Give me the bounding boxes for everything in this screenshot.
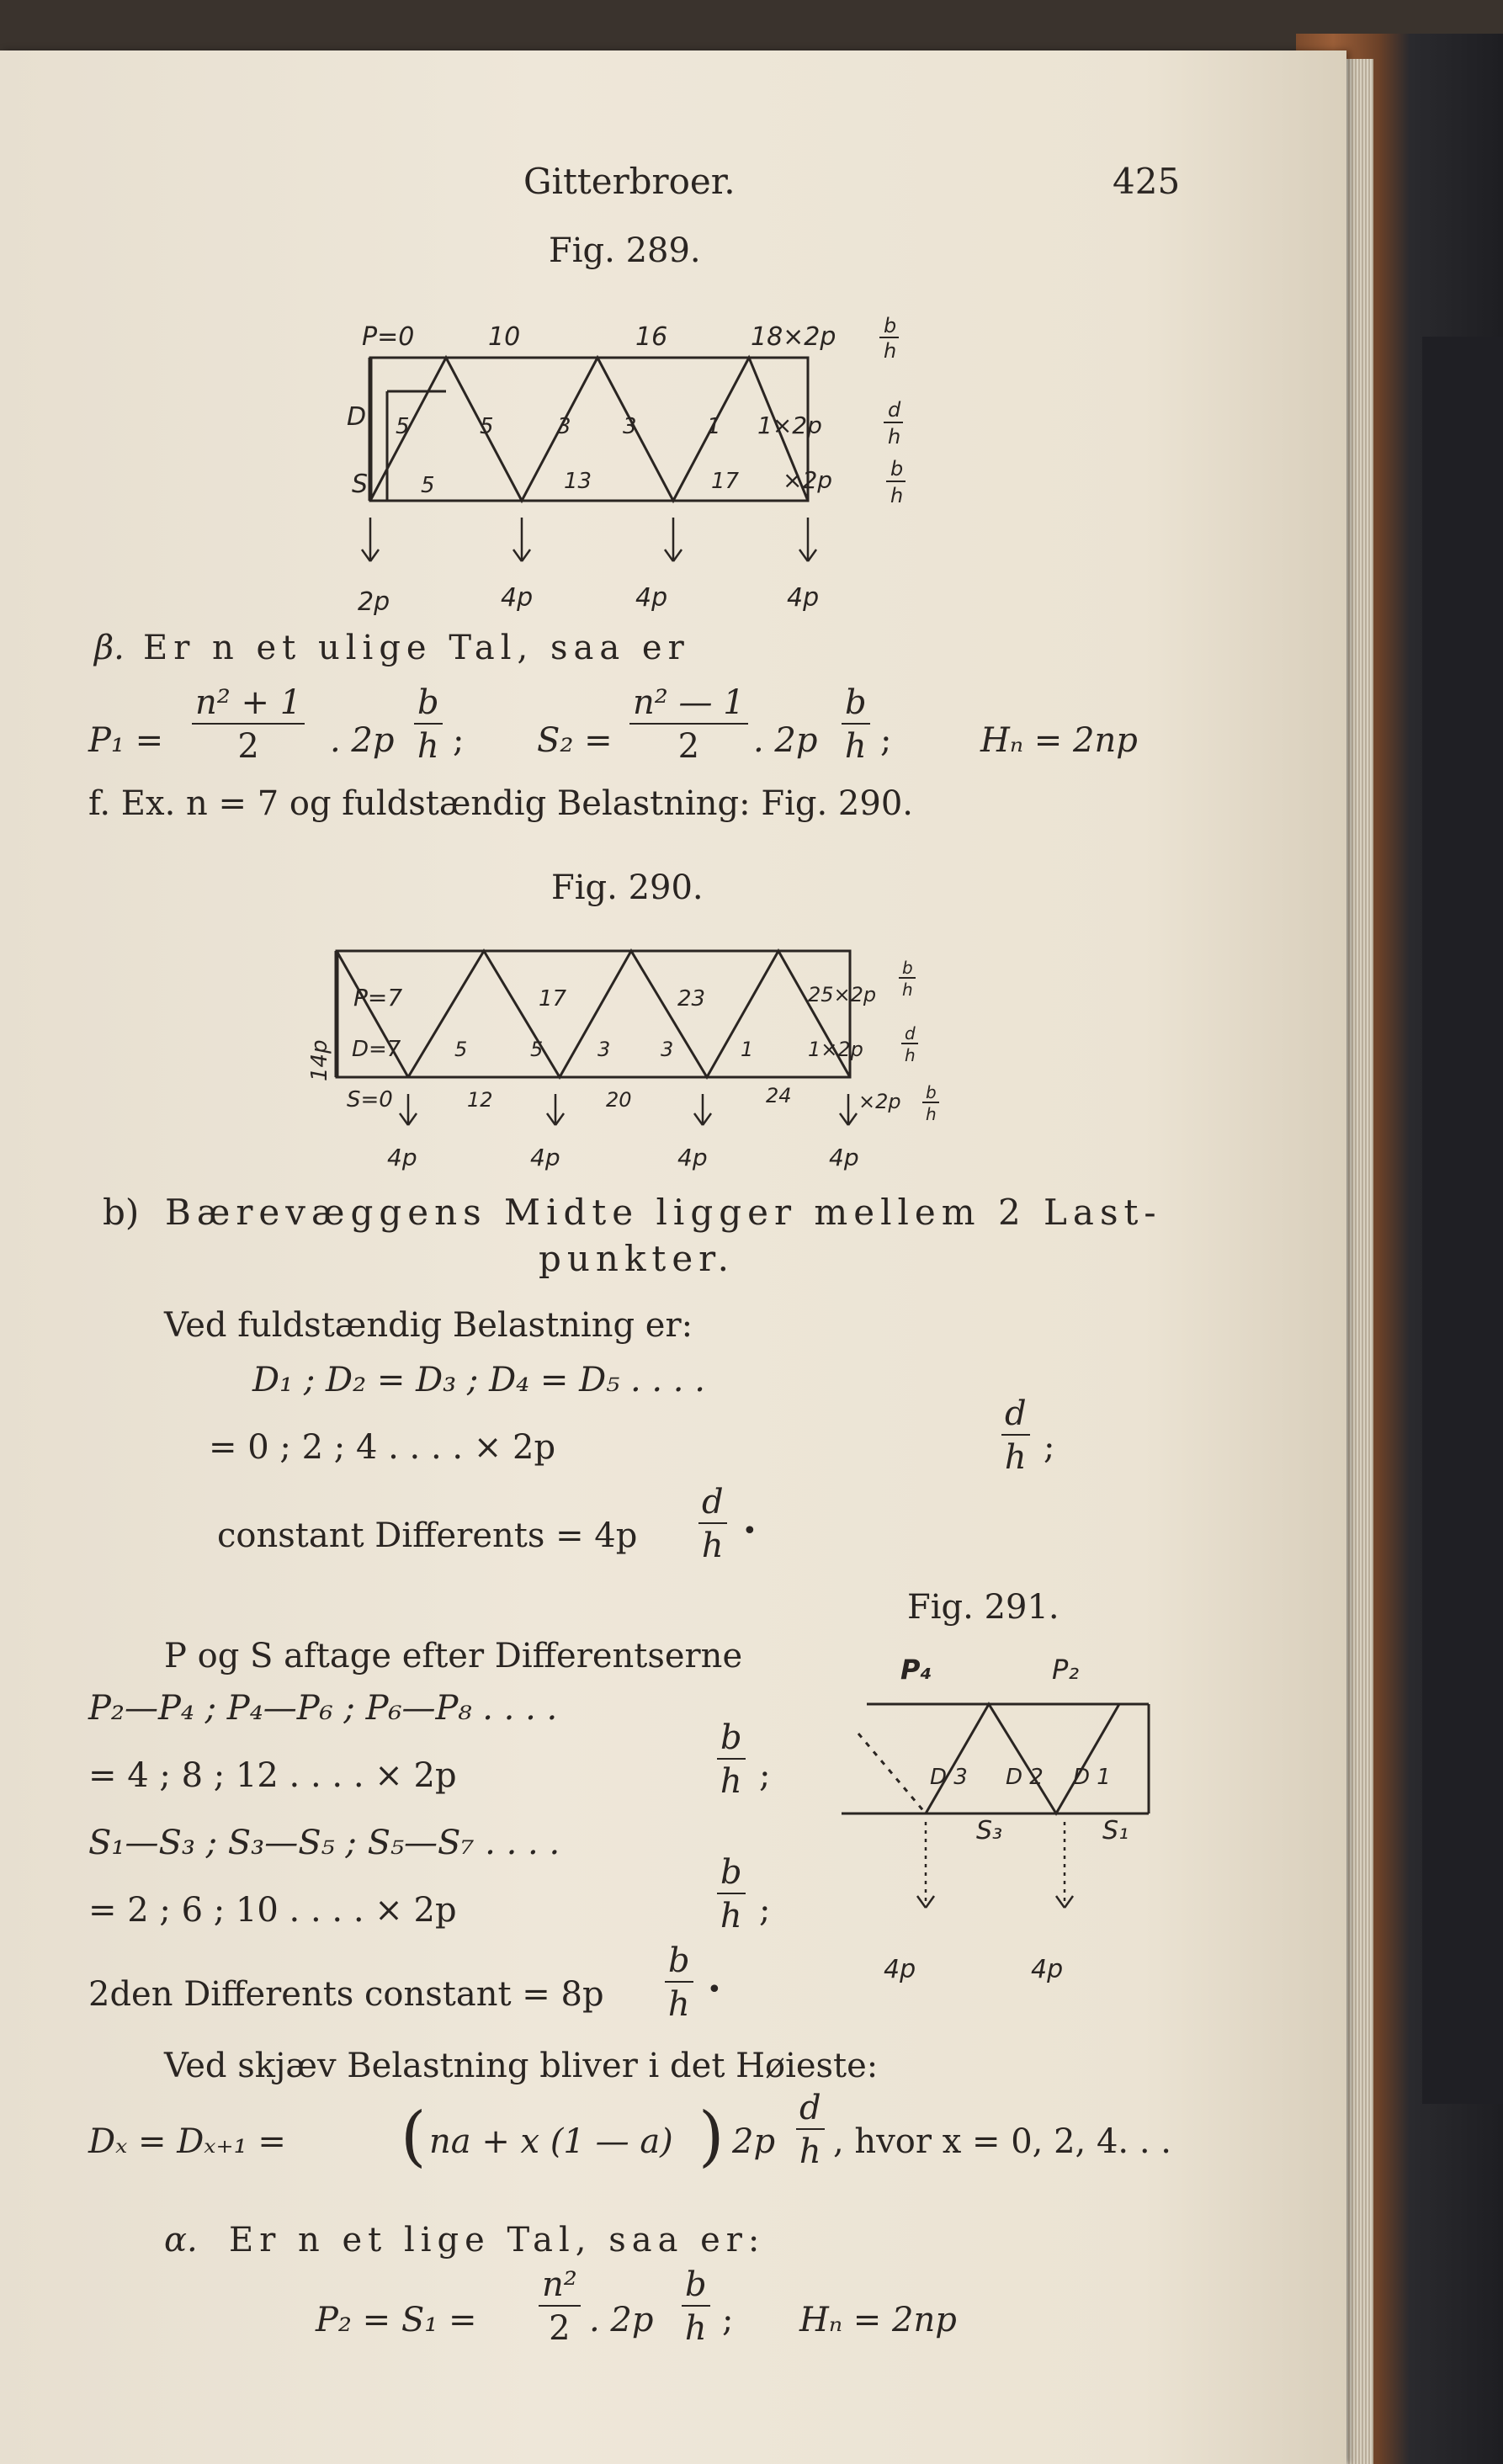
- beta-S2-den: 2: [677, 727, 700, 766]
- full-load-second-end: •: [707, 1975, 722, 2005]
- beta-S2-factor: . 2p: [753, 721, 818, 760]
- fig290-label-mid-4: 1: [741, 1038, 754, 1061]
- alpha-fraction: [539, 2265, 581, 2348]
- skew-load-intro: Ved skjæv Belastning bliver i det Høieste:: [164, 2047, 879, 2085]
- section-b-label: b): [103, 1192, 140, 1233]
- beta-S2-b: b: [845, 683, 867, 722]
- alpha-frac-den: 2: [549, 2309, 571, 2348]
- beta-P1-den: 2: [237, 727, 259, 766]
- fig289-load-3: 4p: [787, 583, 820, 613]
- fig289-label-bottom-0: 5: [421, 473, 435, 498]
- alpha-Hn: Hₙ = 2np: [799, 2301, 957, 2339]
- fig289-label-bottom-3: ×2p: [783, 466, 833, 494]
- full-load-s-frac-den: h: [720, 1897, 742, 1936]
- fig290-load-1: 4p: [530, 1144, 560, 1171]
- fig289-load-2: 4p: [635, 583, 668, 613]
- alpha-frac-num: n²: [542, 2265, 577, 2304]
- beta-S2-h: h: [844, 727, 867, 766]
- fig291-label-diag-1: D 2: [1006, 1765, 1044, 1790]
- fig290-truss-diagram: [303, 930, 951, 1178]
- fig290-label-mid-1: 5: [530, 1038, 544, 1061]
- alpha-marker: α.: [164, 2221, 198, 2260]
- full-load-constant-fraction: [698, 1485, 727, 1563]
- full-load-second-frac-num: b: [668, 1941, 690, 1980]
- skew-load-paren-open: (: [401, 2099, 427, 2175]
- beta-P1-fraction: [192, 683, 305, 766]
- full-load-constant-frac-num: d: [702, 1483, 724, 1521]
- fig289-label-mid-1: 5: [480, 414, 494, 439]
- fig289-top-frac-num: b: [884, 316, 897, 337]
- fig290-label-mid-0: 5: [454, 1038, 468, 1061]
- fig289-label-bottom-2: 17: [711, 469, 740, 494]
- section-b-title-line1: Bærevæggens Midte ligger mellem 2 Last-: [165, 1192, 1162, 1233]
- fig290-label-left-0: 14p: [307, 1039, 332, 1081]
- fig290-label-top-2: 23: [677, 986, 706, 1012]
- fig291-label-bottom-1: S₁: [1102, 1816, 1129, 1845]
- fig290-label-bottom-0: 12: [467, 1088, 493, 1112]
- fig289-mid-frac-den: h: [888, 425, 901, 449]
- fig289-label-top-3: 18×2p: [751, 322, 836, 352]
- full-load-p-frac-num: b: [720, 1718, 742, 1757]
- alpha-bh: [682, 2265, 710, 2348]
- beta-Hn: Hₙ = 2np: [980, 721, 1138, 760]
- page-number: 425: [1113, 161, 1181, 202]
- fig290-label-top-0: P=7: [353, 984, 403, 1012]
- fig290-label-mid-5: 1×2p: [808, 1038, 863, 1061]
- skew-load-fraction: [796, 2091, 825, 2169]
- fig289-label-left-0: D: [347, 402, 367, 432]
- full-load-s-series: S₁—S₃ ; S₃—S₅ ; S₅—S₇ . . . .: [88, 1824, 560, 1862]
- fig289-label-mid-4: 1: [707, 414, 721, 439]
- beta-P1-num: n² + 1: [195, 683, 302, 722]
- fig289-label-top-1: 10: [488, 322, 521, 352]
- fig289-label-bottom-1: 13: [564, 469, 592, 494]
- fig291-label-top-0: P₄: [900, 1654, 932, 1686]
- fig289-label-mid-3: 3: [623, 414, 637, 439]
- fig289-load-1: 4p: [501, 583, 534, 613]
- beta-P1-end: ;: [453, 721, 465, 760]
- fig289-label-left-1: S: [352, 470, 369, 499]
- full-load-p-frac-den: h: [720, 1762, 742, 1801]
- fig290-label-left-1: D=7: [352, 1037, 401, 1062]
- full-load-p-fraction: [717, 1718, 746, 1801]
- fig291-load-1: 4p: [1031, 1955, 1064, 1984]
- fig290-caption: Fig. 290.: [551, 868, 704, 907]
- fig290-load-3: 4p: [829, 1144, 859, 1171]
- full-load-values: = 0 ; 2 ; 4 . . . . × 2p: [209, 1428, 556, 1467]
- fig291-caption: Fig. 291.: [907, 1588, 1060, 1627]
- full-load-p-series: P₂—P₄ ; P₄—P₆ ; P₆—P₈ . . . .: [88, 1689, 558, 1728]
- fig289-label-mid-2: 3: [557, 414, 571, 439]
- skew-load-inner: na + x (1 — a): [429, 2122, 673, 2161]
- fig289-caption: Fig. 289.: [549, 231, 701, 270]
- fig289-label-mid-0: 5: [396, 414, 410, 439]
- beta-P1-h: h: [417, 727, 439, 766]
- beta-P1-factor: . 2p: [330, 721, 395, 760]
- full-load-ps-intro: P og S aftage efter Differentserne: [164, 1637, 743, 1675]
- full-load-d-series: D₁ ; D₂ = D₃ ; D₄ = D₅ . . . .: [252, 1361, 705, 1399]
- beta-S2-num: n² — 1: [633, 683, 745, 722]
- fig290-top-frac-num: b: [902, 958, 913, 978]
- beta-heading: Er n et ulige Tal, saa er: [143, 629, 690, 667]
- fig289-truss-diagram: [337, 316, 926, 640]
- full-load-s-frac-num: b: [720, 1853, 742, 1892]
- fig289-top-frac-den: h: [884, 339, 897, 363]
- full-load-second-frac-den: h: [667, 1985, 690, 2024]
- beta-marker: β.: [94, 629, 125, 667]
- fig290-label-mid-2: 3: [597, 1038, 611, 1061]
- fig289-load-0: 2p: [358, 587, 390, 617]
- fig290-label-bottom-3: ×2p: [858, 1090, 901, 1113]
- fig290-label-bottom-1: 20: [606, 1088, 632, 1112]
- fig291-label-top-1: P₂: [1052, 1654, 1080, 1686]
- fig289-label-top-0: P=0: [362, 322, 415, 352]
- alpha-b: b: [685, 2265, 707, 2304]
- fig290-load-2: 4p: [677, 1144, 708, 1171]
- full-load-constant-frac-den: h: [701, 1527, 724, 1565]
- fig291-load-0: 4p: [884, 1955, 916, 1984]
- beta-example: f. Ex. n = 7 og fuldstændig Belastning: Fig. 290.: [88, 784, 913, 823]
- fig291-label-bottom-0: S₃: [976, 1816, 1003, 1845]
- beta-S2-end: ;: [880, 721, 892, 760]
- fig290-label-top-3: 25×2p: [808, 983, 877, 1006]
- fig289-bottom-frac-den: h: [890, 484, 904, 507]
- fig291-truss-diagram: [842, 1645, 1178, 1999]
- fig290-top-frac-den: h: [902, 980, 913, 1000]
- fig290-label-left-2: S=0: [347, 1087, 393, 1113]
- fig291-label-diag-2: D 1: [1073, 1765, 1111, 1790]
- fig289-label-mid-5: 1×2p: [757, 412, 822, 439]
- fig290-label-mid-3: 3: [661, 1038, 674, 1061]
- full-load-s-end: ;: [759, 1891, 771, 1930]
- full-load-values-fraction: [1001, 1394, 1030, 1477]
- beta-S2-label: S₂ =: [537, 721, 613, 760]
- beta-P1-label: P₁ =: [88, 721, 164, 760]
- book-spine: [1422, 337, 1503, 2104]
- beta-P1-bh: [414, 683, 443, 766]
- fig289-label-top-2: 16: [635, 322, 668, 352]
- fig290-label-bottom-2: 24: [766, 1084, 792, 1107]
- fig290-mid-frac-num: d: [905, 1023, 916, 1043]
- fig291-label-diag-0: D 3: [930, 1765, 968, 1790]
- skew-load-frac-num: d: [799, 2089, 821, 2127]
- fig289-bottom-frac-num: b: [890, 457, 904, 481]
- alpha-factor: . 2p: [589, 2301, 654, 2339]
- full-load-p-values: = 4 ; 8 ; 12 . . . . × 2p: [88, 1756, 457, 1795]
- full-load-p-end: ;: [759, 1756, 771, 1795]
- full-load-s-values: = 2 ; 6 ; 10 . . . . × 2p: [88, 1891, 457, 1930]
- full-load-values-end: ;: [1044, 1428, 1055, 1467]
- full-load-second-diff: 2den Differents constant = 8p: [88, 1975, 604, 2014]
- skew-load-lhs: Dₓ = Dₓ₊₁ =: [88, 2122, 286, 2161]
- full-load-intro: Ved fuldstændig Belastning er:: [164, 1306, 693, 1345]
- skew-load-paren-close: ): [698, 2099, 725, 2175]
- fig290-bottom-frac-num: b: [926, 1082, 937, 1102]
- alpha-heading: Er n et lige Tal, saa er:: [229, 2221, 766, 2260]
- alpha-end: ;: [722, 2301, 734, 2339]
- running-title: Gitterbroer.: [523, 161, 736, 202]
- book-page: [0, 50, 1346, 2464]
- fig289-mid-frac-num: d: [888, 398, 901, 422]
- full-load-constant-end: •: [742, 1516, 757, 1546]
- full-load-values-frac-num: d: [1005, 1394, 1027, 1433]
- beta-S2-bh: [842, 683, 870, 766]
- full-load-second-fraction: [665, 1941, 693, 2024]
- full-load-values-frac-den: h: [1004, 1438, 1027, 1477]
- skew-load-factor: 2p: [732, 2122, 776, 2161]
- skew-load-tail: , hvor x = 0, 2, 4. . .: [833, 2122, 1171, 2161]
- beta-S2-fraction: [629, 683, 748, 766]
- fig290-mid-frac-den: h: [905, 1045, 916, 1065]
- fig290-load-0: 4p: [387, 1144, 417, 1171]
- full-load-constant: constant Differents = 4p: [217, 1516, 638, 1555]
- full-load-s-fraction: [717, 1853, 746, 1936]
- skew-load-frac-den: h: [799, 2132, 821, 2171]
- fig290-bottom-frac-den: h: [926, 1104, 937, 1124]
- alpha-lhs: P₂ = S₁ =: [316, 2301, 477, 2339]
- fig290-label-top-1: 17: [539, 986, 567, 1012]
- alpha-h: h: [684, 2309, 707, 2348]
- section-b-title-line2: punkter.: [539, 1238, 735, 1279]
- beta-P1-b: b: [417, 683, 439, 722]
